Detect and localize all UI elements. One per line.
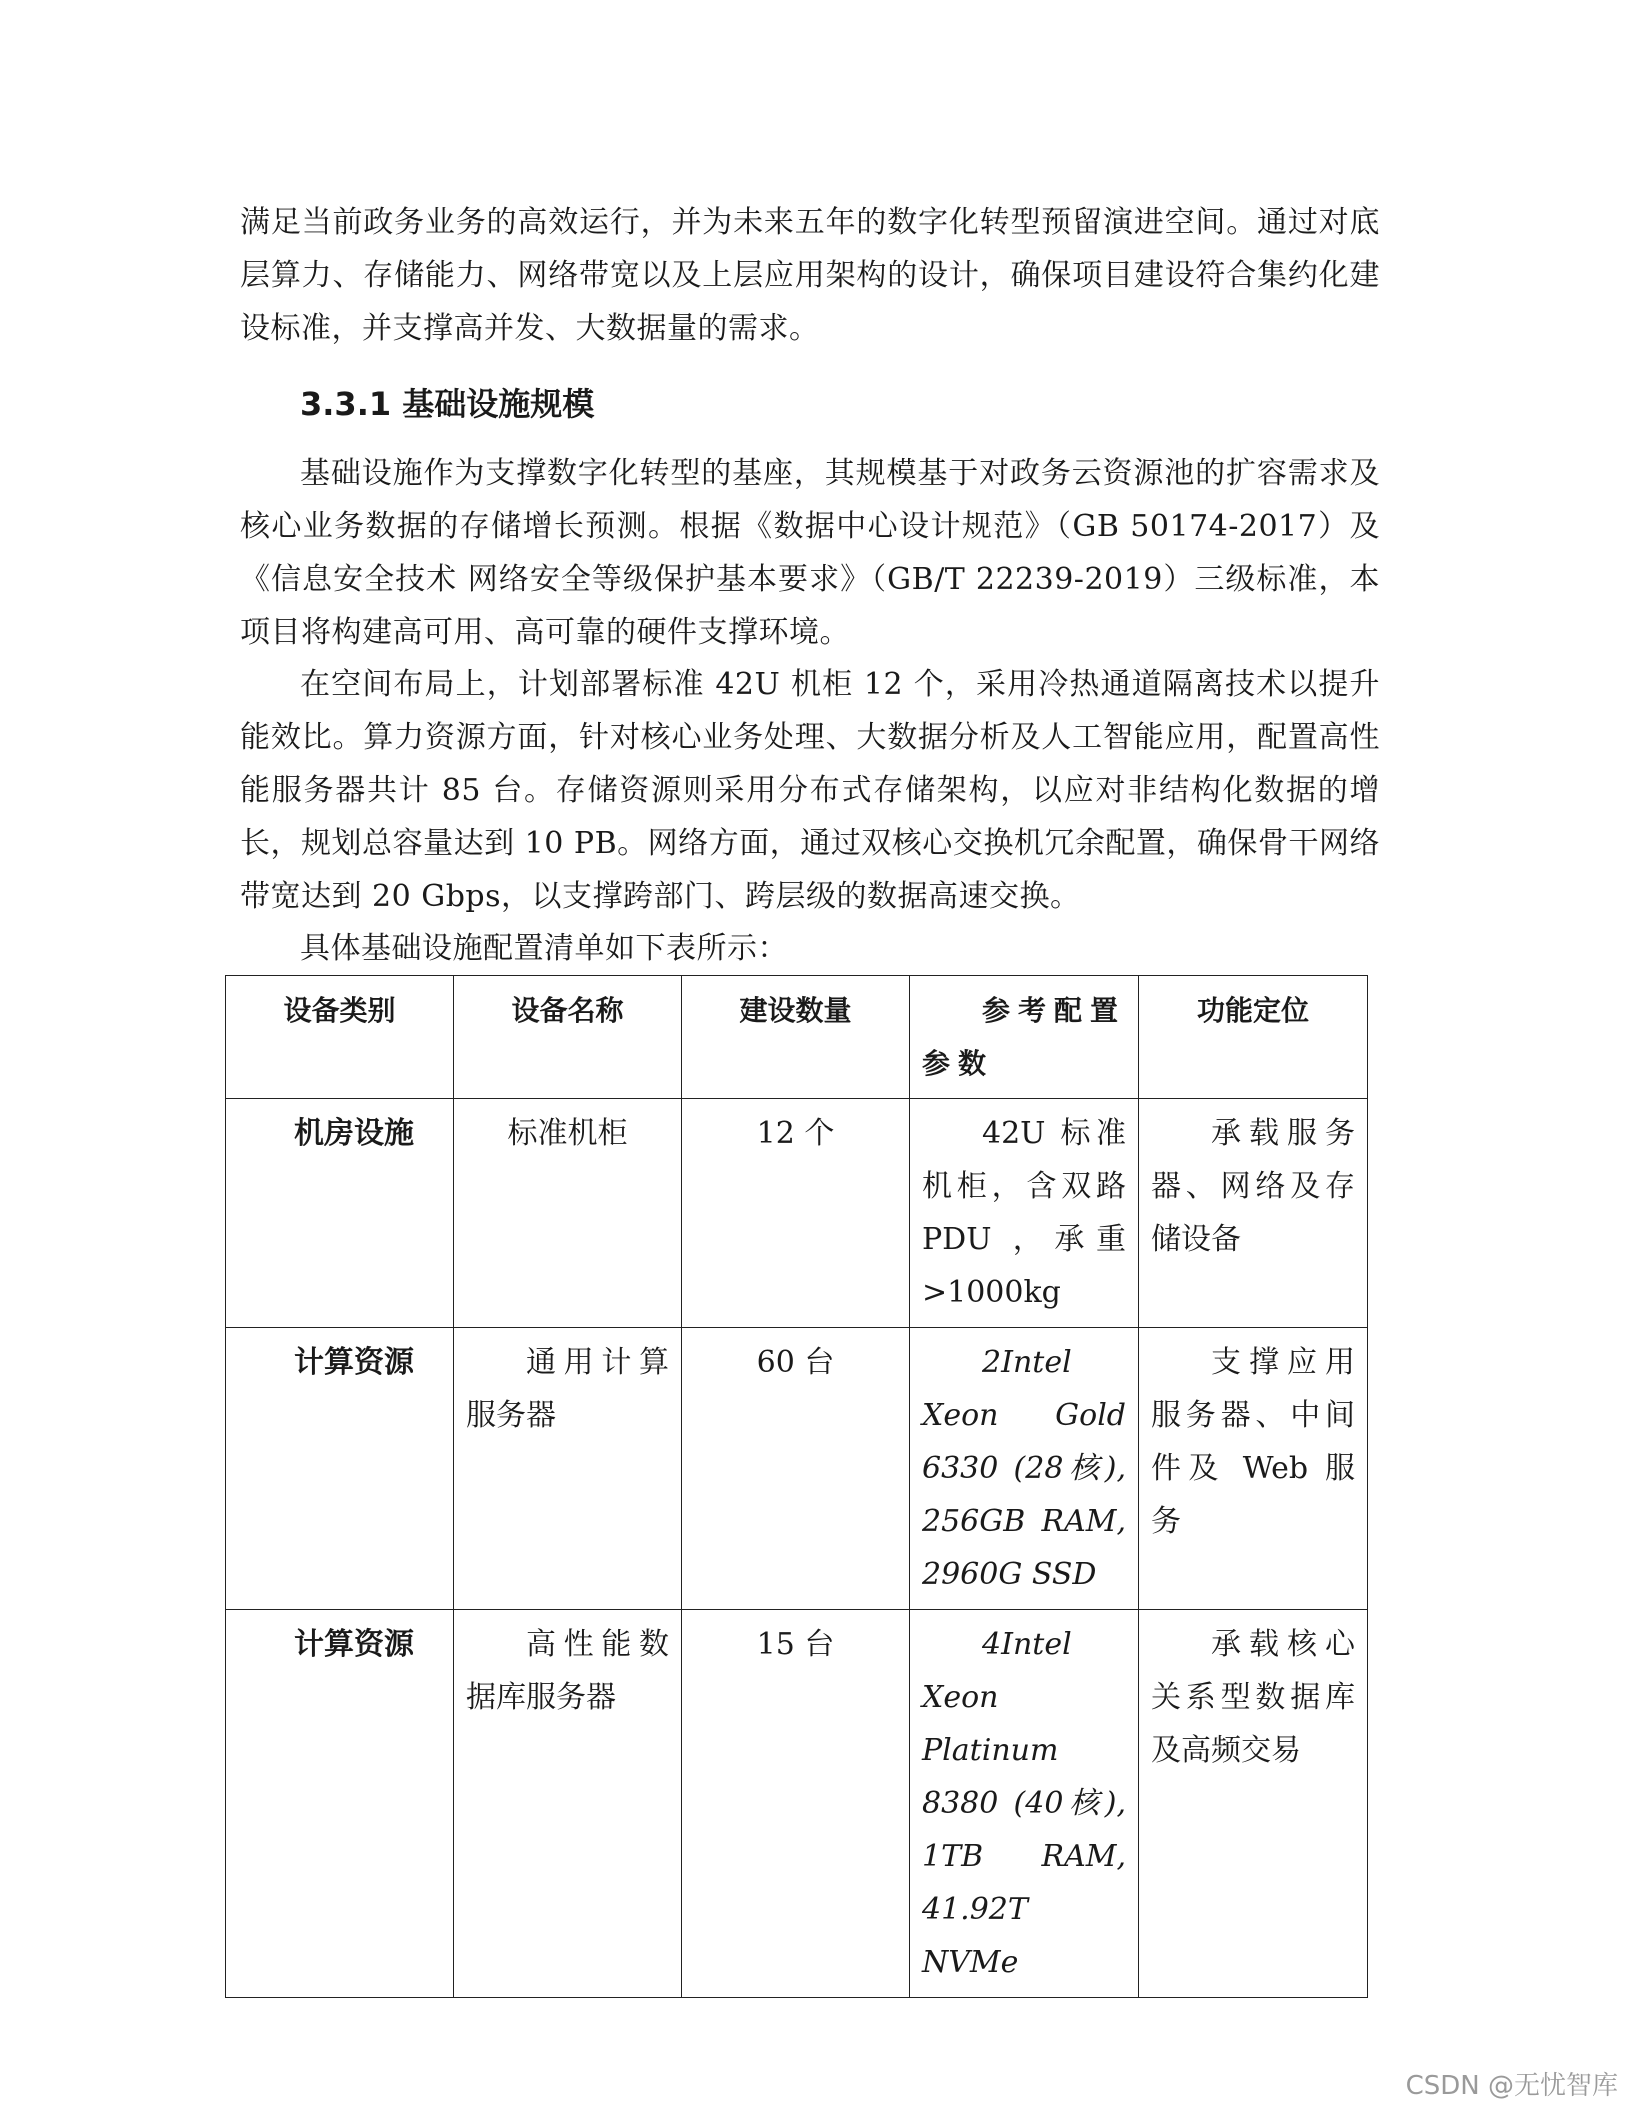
cell-quantity: 12 个 xyxy=(682,1099,910,1328)
table-row xyxy=(226,1099,1368,1328)
header-spec: 参考配置参数 xyxy=(910,976,1139,1099)
table-row xyxy=(226,1610,1368,1998)
cell-role: 承载核心关系型数据库及高频交易 xyxy=(1139,1610,1368,1998)
watermark: CSDN @无忧智库 xyxy=(1405,2071,1618,2101)
cell-category: 计算资源 xyxy=(226,1610,454,1998)
paragraph-infrastructure-basis: 基础设施作为支撑数字化转型的基座，其规模基于对政务云资源池的扩容需求及核心业务数据的存储增长预测。根据《数据中心设计规范》（GB 50174-2017）及《信息安全技术 网络安全等级保护基本要求》（GB/T 22239-2019）三级标准，本项目将构建高可用、高可靠的硬件支撑环境。 xyxy=(240,456,1380,650)
table-header-row xyxy=(226,976,1368,1099)
paragraph-table-intro: 具体基础设施配置清单如下表所示： xyxy=(300,931,788,966)
cell-name: 高性能数据库服务器 xyxy=(454,1610,682,1998)
infrastructure-config-table xyxy=(225,975,1368,1998)
cell-role: 支撑应用服务器、中间件及 Web 服务 xyxy=(1139,1328,1368,1610)
cell-category: 计算资源 xyxy=(226,1328,454,1610)
paragraph-space-layout: 在空间布局上，计划部署标准 42U 机柜 12 个，采用冷热通道隔离技术以提升能效比。算力资源方面，针对核心业务处理、大数据分析及人工智能应用，配置高性能服务器共计 85 台。存储资源则采用分布式存储架构，以应对非结构化数据的增长，规划总容量达到 10 PB。网络方面，通过双核心交换机冗余配置，确保骨干网络带宽达到 20 Gbps，以支撑跨部门、跨层级的数据高速交换。 xyxy=(240,667,1380,914)
paragraph-intro-continued: 满足当前政务业务的高效运行，并为未来五年的数字化转型预留演进空间。通过对底层算力、存储能力、网络带宽以及上层应用架构的设计，确保项目建设符合集约化建设标准，并支撑高并发、大数据量的需求。 xyxy=(240,205,1380,346)
header-quantity: 建设数量 xyxy=(682,976,910,1099)
header-category: 设备类别 xyxy=(226,976,454,1099)
header-name: 设备名称 xyxy=(454,976,682,1099)
header-role: 功能定位 xyxy=(1139,976,1368,1099)
section-heading: 3.3.1 基础设施规模 xyxy=(300,385,595,423)
cell-quantity: 15 台 xyxy=(682,1610,910,1998)
cell-spec: 4Intel Xeon Platinum 8380 (40核), 1TB RAM, 41.92T NVMe xyxy=(910,1610,1139,1998)
table-row xyxy=(226,1328,1368,1610)
cell-quantity: 60 台 xyxy=(682,1328,910,1610)
cell-name: 标准机柜 xyxy=(454,1099,682,1328)
cell-role: 承载服务器、网络及存储设备 xyxy=(1139,1099,1368,1328)
cell-spec: 42U 标准机柜，含双路 PDU ，承重>1000kg xyxy=(910,1099,1139,1328)
cell-name: 通用计算服务器 xyxy=(454,1328,682,1610)
cell-category: 机房设施 xyxy=(226,1099,454,1328)
cell-spec: 2Intel Xeon Gold 6330 (28核), 256GB RAM, 2960G SSD xyxy=(910,1328,1139,1610)
